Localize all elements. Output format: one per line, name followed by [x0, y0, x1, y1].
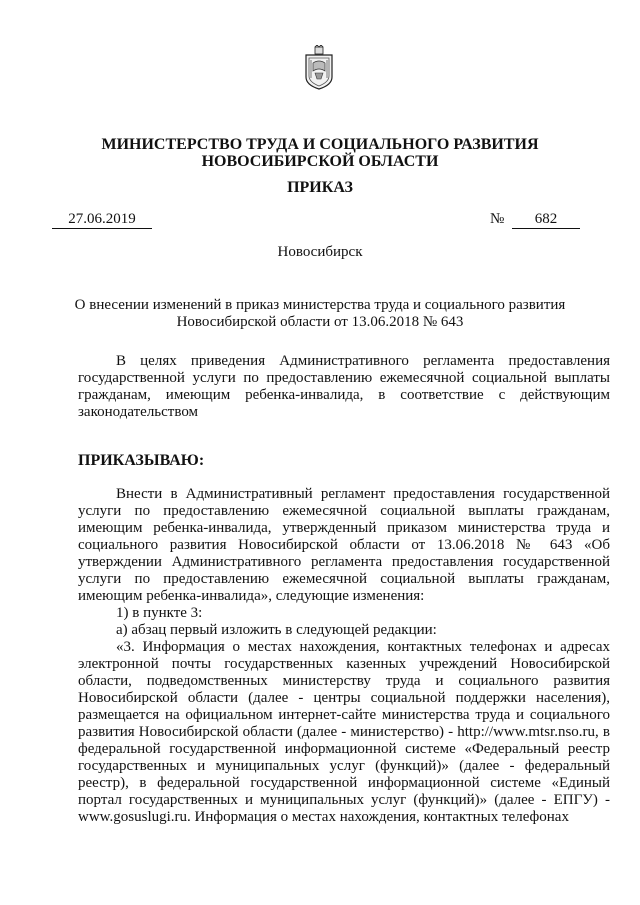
ministry-line-2: НОВОСИБИРСКОЙ ОБЛАСТИ [201, 153, 439, 170]
document-type: ПРИКАЗ [287, 179, 353, 196]
title-line-2: Новосибирской области от 13.06.2018 № 643 [176, 314, 464, 330]
preamble-paragraph: В целях приведения Административного регламента предоставления государственной услуги по предоставлению ежемесячной социальной выплаты гражданам, имеющим ребенка-инвалида, в соответствие с действующим законодательством [78, 353, 610, 420]
intro-paragraph: Внести в Административный регламент предоставления государственной услуги по предоставлению ежемесячной социальной выплаты гражданам, имеющим ребенка-инвалида, утвержденный приказом министерства труда и социального развития Новосибирской области от 13.06.2018 № 643 «Об утверждении Административного регламента предоставления государственной услуги по предоставлению ежемесячной социальной выплаты гражданам, имеющим ребенка-инвалида», следующие изменения: [78, 486, 610, 604]
order-body-block [78, 486, 610, 826]
ministry-line-1: МИНИСТЕРСТВО ТРУДА И СОЦИАЛЬНОГО РАЗВИТИЯ [101, 136, 539, 153]
document-title [70, 297, 570, 331]
document-date: 27.06.2019 [52, 211, 152, 229]
document-city: Новосибирск [277, 244, 363, 260]
document-number: 682 [512, 211, 580, 229]
coat-of-arms-icon [303, 45, 335, 91]
ministry-name [40, 136, 600, 170]
order-word: ПРИКАЗЫВАЮ: [78, 452, 205, 469]
quoted-paragraph: «3. Информация о местах нахождения, контактных телефонах и адресах электронной почты государственных казенных учреждений Новосибирской области, подведомственных министерству труда и социального развития Новосибирской области (далее - центры социальной поддержки населения), размещается на официальном интернет-сайте министерства труда и социального развития Новосибирской области (далее - министерство) - http://www.mtsr.nso.ru, в федеральной государственной информационной системе «Федеральный реестр государственных и муниципальных услуг (функций)» (далее - федеральный реестр), в федеральной государственной информационной системе «Единый портал государственных и муниципальных услуг (функций)» (далее - ЕПГУ) - www.gosuslugi.ru. Информация о местах нахождения, контактных телефонах [78, 639, 610, 825]
number-sign: № [490, 211, 505, 227]
preamble-block [78, 353, 610, 421]
item-1: 1) в пункте 3: [116, 605, 203, 621]
title-line-1: О внесении изменений в приказ министерства труда и социального развития [74, 297, 566, 313]
item-1a: а) абзац первый изложить в следующей редакции: [116, 622, 437, 638]
